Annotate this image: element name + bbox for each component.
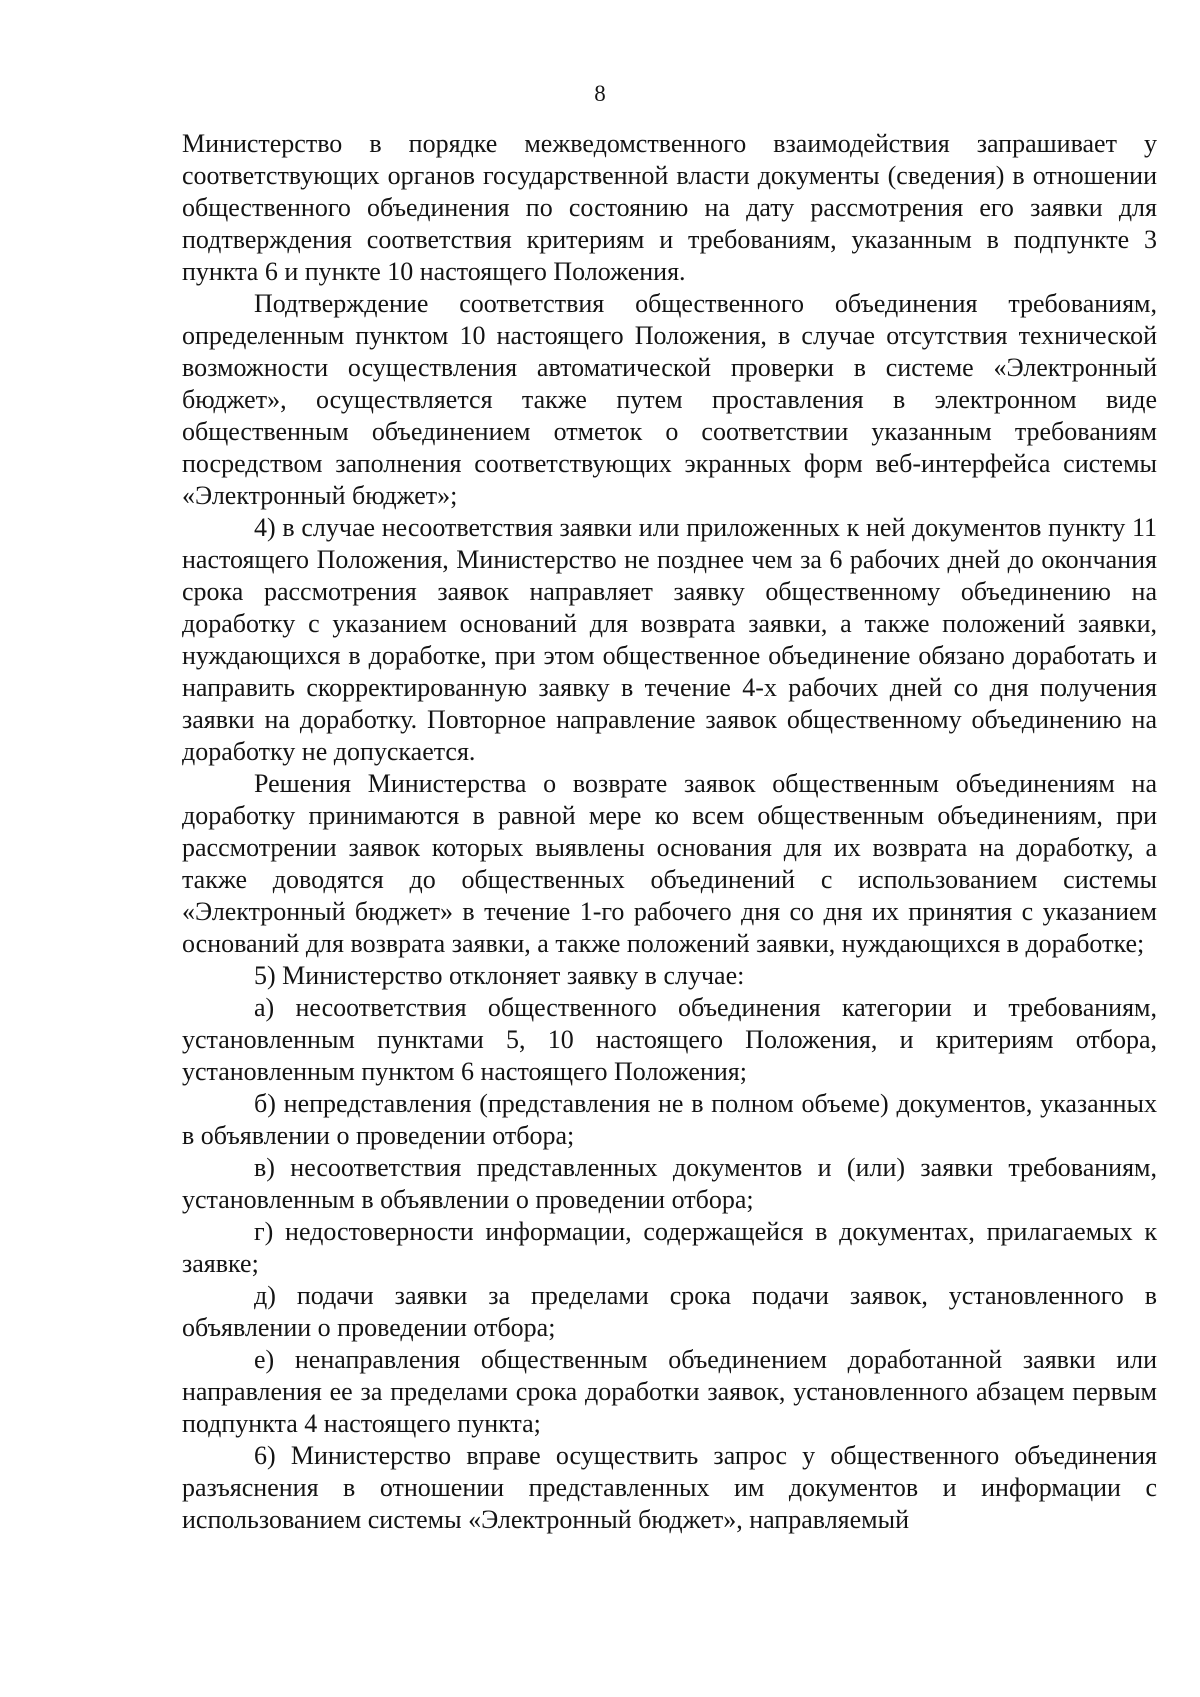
paragraph-subitem-v: в) несоответствия представленных документов и (или) заявки требованиям, установленным в объявлении о проведении отбора;	[182, 1153, 1157, 1214]
page-number: 8	[594, 81, 606, 106]
paragraph-subitem-g: г) недостоверности информации, содержащейся в документах, прилагаемых к заявке;	[182, 1217, 1157, 1278]
paragraph-item-6-clarification-request: 6) Министерство вправе осуществить запрос у общественного объединения разъяснения в отношении представленных им документов и информации с использованием системы «Электронный бюджет», направляемый	[182, 1441, 1157, 1534]
paragraph-subitem-b: б) непредставления (представления не в полном объеме) документов, указанных в объявлении о проведении отбора;	[182, 1089, 1157, 1150]
paragraph-subitem-a: а) несоответствия общественного объединения категории и требованиям, установленным пунктами 5, 10 настоящего Положения, и критериям отбора, установленным пунктом 6 настоящего Положения;	[182, 993, 1157, 1086]
document-body	[182, 128, 1157, 1536]
paragraph-interagency-request: Министерство в порядке межведомственного взаимодействия запрашивает у соответствующих органов государственной власти документы (сведения) в отношении общественного объединения по состоянию на дату рассмотрения его заявки для подтверждения соответствия критериям и требованиям, указанным в подпункте 3 пункта 6 и пункте 10 настоящего Положения.	[182, 129, 1157, 286]
paragraph-requirements-confirmation: Подтверждение соответствия общественного объединения требованиям, определенным пунктом 10 настоящего Положения, в случае отсутствия технической возможности осуществления автоматической проверки в системе «Электронный бюджет», осуществляется также путем проставления в электронном виде общественным объединением отметок о соответствии указанным требованиям посредством заполнения соответствующих экранных форм веб-интерфейса системы «Электронный бюджет»;	[182, 289, 1157, 510]
paragraph-subitem-d: д) подачи заявки за пределами срока подачи заявок, установленного в объявлении о проведении отбора;	[182, 1281, 1157, 1342]
paragraph-return-decisions: Решения Министерства о возврате заявок общественным объединениям на доработку принимаются в равной мере ко всем общественным объединениям, при рассмотрении заявок которых выявлены основания для их возврата на доработку, а также доводятся до общественных объединений с использованием системы «Электронный бюджет» в течение 1-го рабочего дня со дня их принятия с указанием оснований для возврата заявки, а также положений заявки, нуждающихся в доработке;	[182, 769, 1157, 958]
paragraph-subitem-e: е) ненаправления общественным объединением доработанной заявки или направления ее за пределами срока доработки заявок, установленного абзацем первым подпункта 4 настоящего пункта;	[182, 1345, 1157, 1438]
paragraph-item-4-return-for-revision: 4) в случае несоответствия заявки или приложенных к ней документов пункту 11 настоящего Положения, Министерство не позднее чем за 6 рабочих дней до окончания срока рассмотрения заявок направляет заявку общественному объединению на доработку с указанием оснований для возврата заявки, а также положений заявки, нуждающихся в доработке, при этом общественное объединение обязано доработать и направить скорректированную заявку в течение 4-х рабочих дней со дня получения заявки на доработку. Повторное направление заявок общественному объединению на доработку не допускается.	[182, 513, 1157, 766]
paragraph-item-5-rejection: 5) Министерство отклоняет заявку в случае:	[254, 961, 745, 990]
